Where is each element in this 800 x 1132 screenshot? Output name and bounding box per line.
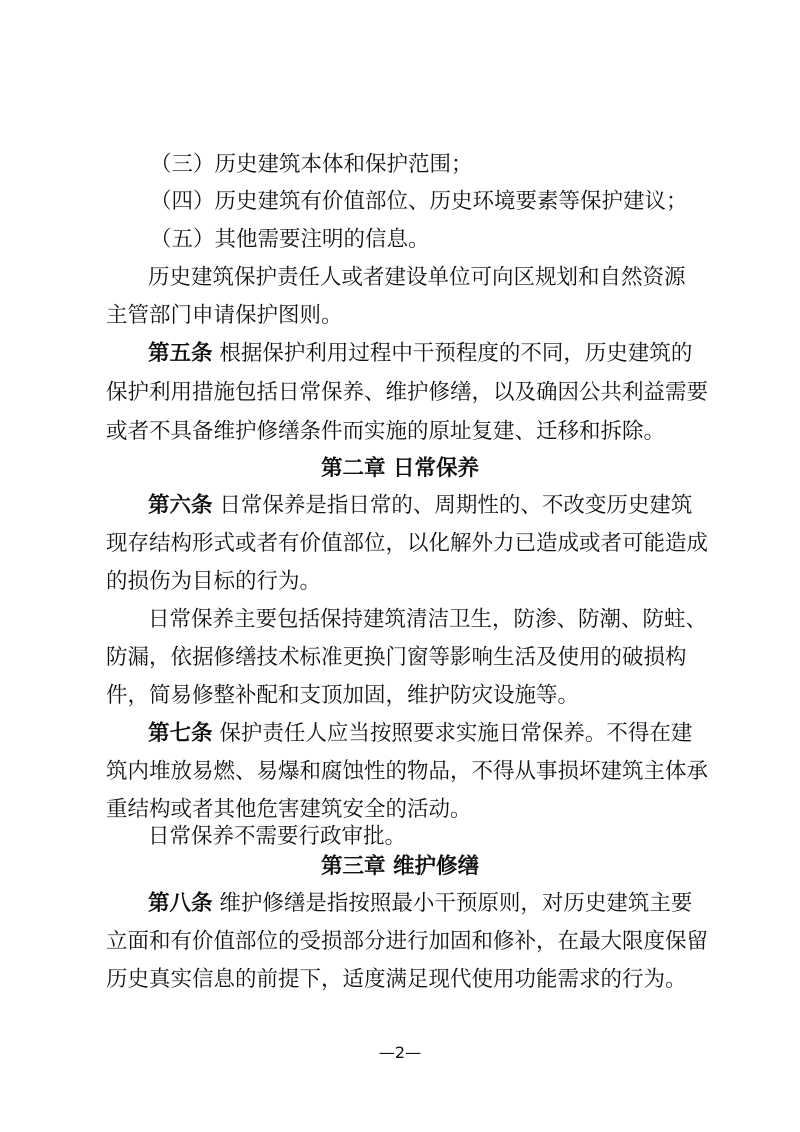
chapter-heading: 第三章 维护修缮 — [321, 854, 479, 879]
paragraph-line: 保护利用措施包括日常保养、维护修缮，以及确因公共利益需要 — [106, 380, 709, 405]
paragraph-line: 重结构或者其他危害建筑安全的活动。 — [106, 797, 472, 822]
paragraph-line: 防漏，依据修缮技术标准更换门窗等影响生活及使用的破损构 — [106, 645, 687, 670]
paragraph-line: 或者不具备维护修缮条件而实施的原址复建、迁移和拆除。 — [106, 419, 666, 444]
paragraph-line: 现存结构形式或者有价值部位，以化解外力已造成或者可能造成 — [106, 531, 709, 556]
list-item: （五）其他需要注明的信息。 — [150, 227, 430, 252]
paragraph-line — [148, 719, 748, 749]
chapter-heading: 第二章 日常保养 — [321, 456, 479, 481]
article-text: 日常保养是指日常的、周期性的、不改变历史建筑 — [219, 493, 693, 518]
article-number: 第八条 — [148, 891, 213, 916]
article-text: 维护修缮是指按照最小干预原则，对历史建筑主要 — [219, 891, 693, 916]
paragraph-line — [148, 889, 748, 919]
paragraph-line: 筑内堆放易燃、易爆和腐蚀性的物品，不得从事损坏建筑主体承 — [106, 759, 709, 784]
article-number: 第五条 — [148, 341, 213, 366]
article-text: 保护责任人应当按照要求实施日常保养。不得在建 — [219, 721, 693, 746]
list-item: （三）历史建筑本体和保护范围； — [150, 152, 473, 177]
article-number: 第七条 — [148, 721, 213, 746]
paragraph-line: 日常保养不需要行政审批。 — [148, 824, 407, 849]
paragraph-line: 历史真实信息的前提下，适度满足现代使用功能需求的行为。 — [106, 967, 687, 992]
list-item: （四）历史建筑有价值部位、历史环境要素等保护建议； — [150, 189, 688, 214]
paragraph-line — [148, 491, 748, 521]
paragraph-line: 的损伤为目标的行为。 — [106, 569, 322, 594]
paragraph-line: 历史建筑保护责任人或者建设单位可向区规划和自然资源 — [148, 265, 686, 290]
paragraph-line: 日常保养主要包括保持建筑清洁卫生，防渗、防潮、防蛀、 — [148, 607, 708, 632]
paragraph-line: 件，简易修整补配和支顶加固，维护防灾设施等。 — [106, 683, 580, 708]
paragraph-line — [148, 339, 748, 369]
paragraph-line: 立面和有价值部位的受损部分进行加固和修补，在最大限度保留 — [106, 929, 709, 954]
page-number: —2— — [378, 1043, 422, 1062]
article-number: 第六条 — [148, 493, 213, 518]
article-text: 根据保护利用过程中干预程度的不同，历史建筑的 — [219, 341, 693, 366]
paragraph-line: 主管部门申请保护图则。 — [106, 303, 343, 328]
